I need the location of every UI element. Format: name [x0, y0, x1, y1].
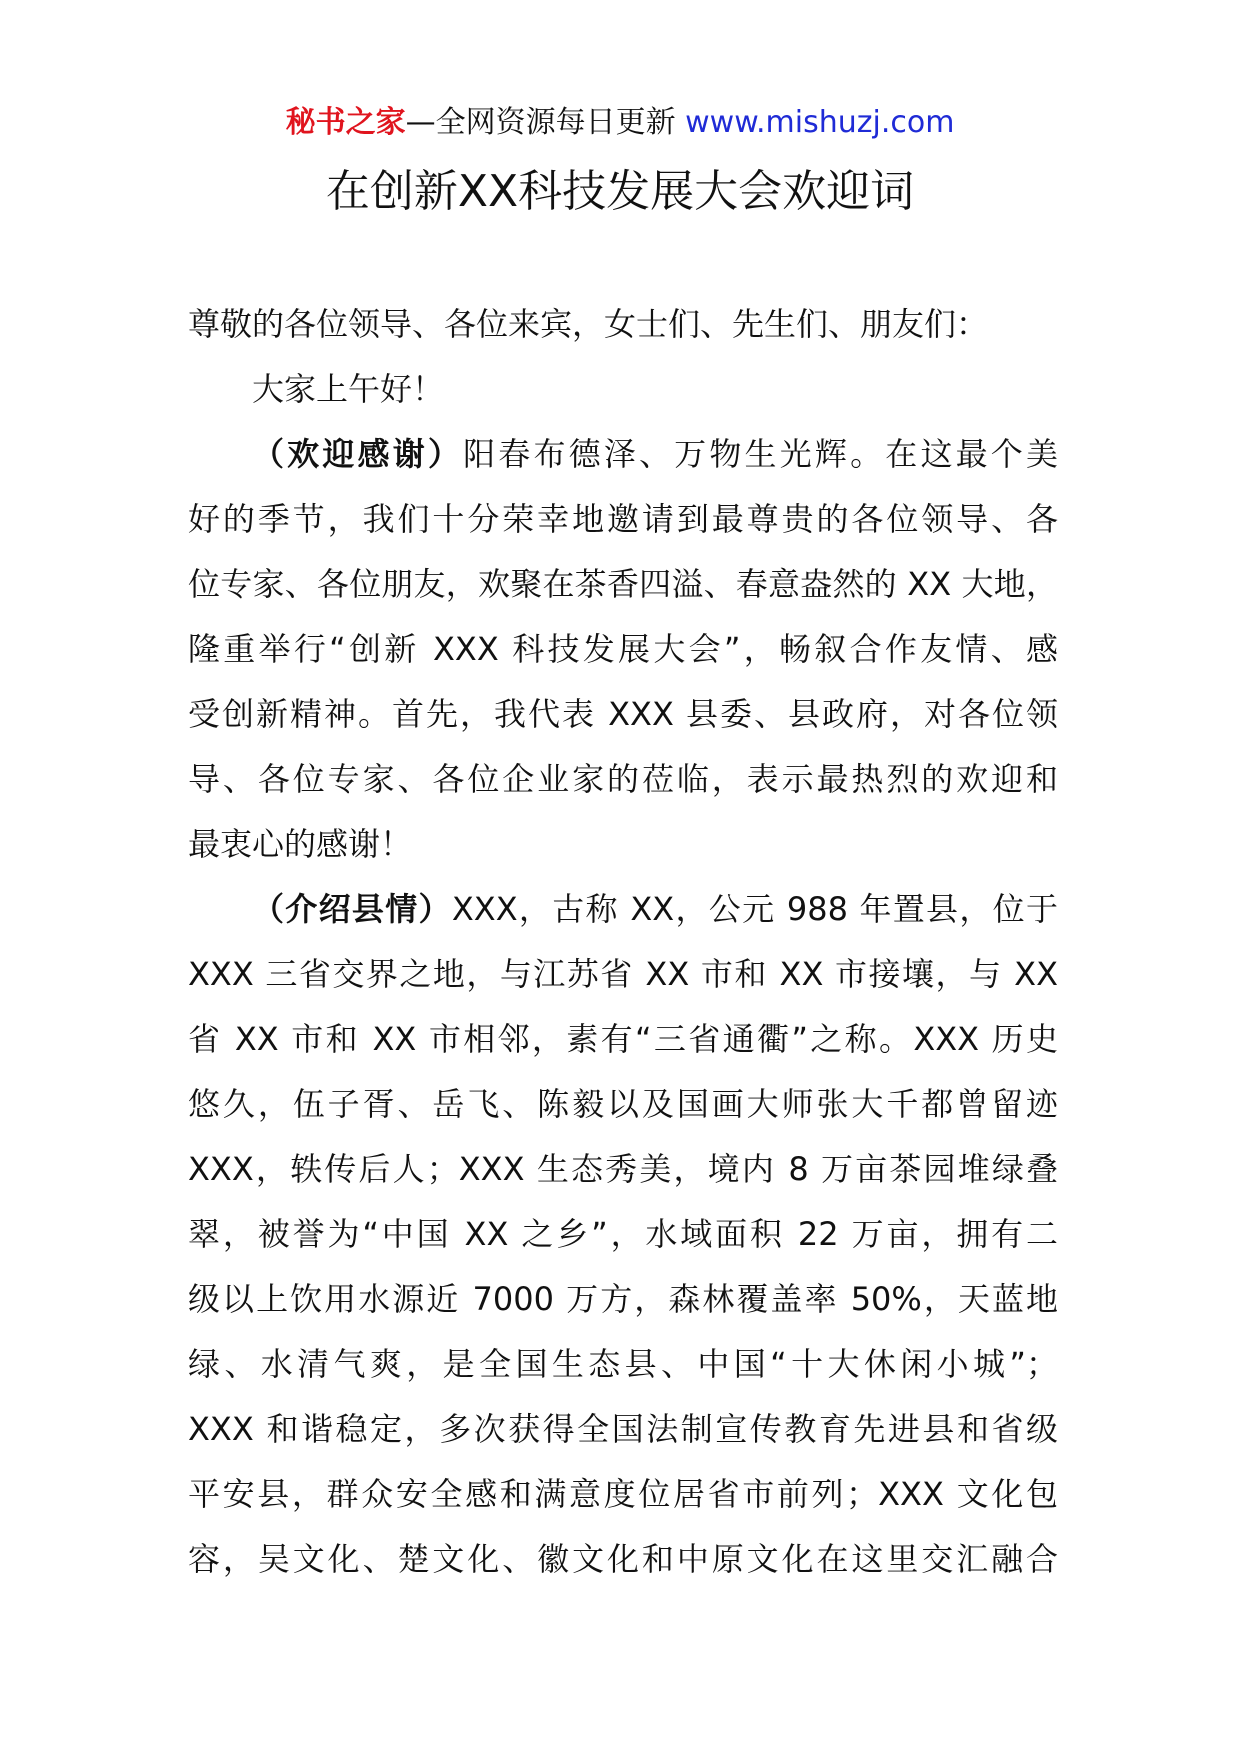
paragraph-line: XXX 和谐稳定，多次获得全国法制宣传教育先进县和省级 [188, 1410, 1058, 1448]
paragraph-text: 阳春布德泽、万物生光辉。在这最个美 [463, 435, 1058, 473]
paragraph-line: 省 XX 市和 XX 市相邻，素有“三省通衢”之称。XXX 历史 [188, 1020, 1058, 1058]
paragraph-line: 最衷心的感谢！ [188, 825, 413, 863]
greeting-line: 大家上午好！ [252, 370, 445, 408]
paragraph-line: 导、各位专家、各位企业家的莅临，表示最热烈的欢迎和 [188, 760, 1058, 798]
paragraph-text: XXX，古称 XX，公元 988 年置县，位于 [451, 890, 1058, 928]
paragraph-line: 级以上饮用水源近 7000 万方，森林覆盖率 50%，天蓝地 [188, 1280, 1058, 1318]
paragraph-line: 平安县，群众安全感和满意度位居省市前列；XXX 文化包 [188, 1475, 1058, 1513]
paragraph-line: 绿、水清气爽，是全国生态县、中国“十大休闲小城”； [188, 1345, 1058, 1383]
document-body [188, 292, 1058, 1592]
paragraph-line: 受创新精神。首先，我代表 XXX 县委、县政府，对各位领 [188, 695, 1058, 733]
salutation-line: 尊敬的各位领导、各位来宾，女士们、先生们、朋友们： [188, 305, 989, 343]
site-tagline: —全网资源每日更新 [405, 105, 676, 140]
section-tag-county: （介绍县情） [252, 890, 452, 928]
paragraph-line [188, 422, 1058, 487]
site-url-link[interactable]: www.mishuzj.com [685, 105, 955, 140]
document-title: 在创新XX科技发展大会欢迎词 [325, 166, 915, 217]
paragraph-line: 悠久，伍子胥、岳飞、陈毅以及国画大师张大千都曾留迹 [188, 1085, 1058, 1123]
paragraph-line: XXX 三省交界之地，与江苏省 XX 市和 XX 市接壤，与 XX [188, 955, 1058, 993]
paragraph-line: 隆重举行“创新 XXX 科技发展大会”，畅叙合作友情、感 [188, 630, 1058, 668]
paragraph-line: 翠，被誉为“中国 XX 之乡”，水域面积 22 万亩，拥有二 [188, 1215, 1058, 1253]
section-tag-welcome: （欢迎感谢） [252, 435, 464, 473]
paragraph-line: 容，吴文化、楚文化、徽文化和中原文化在这里交汇融合 [188, 1540, 1058, 1578]
paragraph-line: 位专家、各位朋友，欢聚在茶香四溢、春意盎然的 XX 大地， [188, 565, 1058, 603]
paragraph-line [188, 877, 1058, 942]
site-header [0, 100, 1240, 146]
brand-name: 秘书之家 [285, 105, 406, 140]
paragraph-line: XXX，轶传后人；XXX 生态秀美，境内 8 万亩茶园堆绿叠 [188, 1150, 1058, 1188]
paragraph-line: 好的季节，我们十分荣幸地邀请到最尊贵的各位领导、各 [188, 500, 1058, 538]
